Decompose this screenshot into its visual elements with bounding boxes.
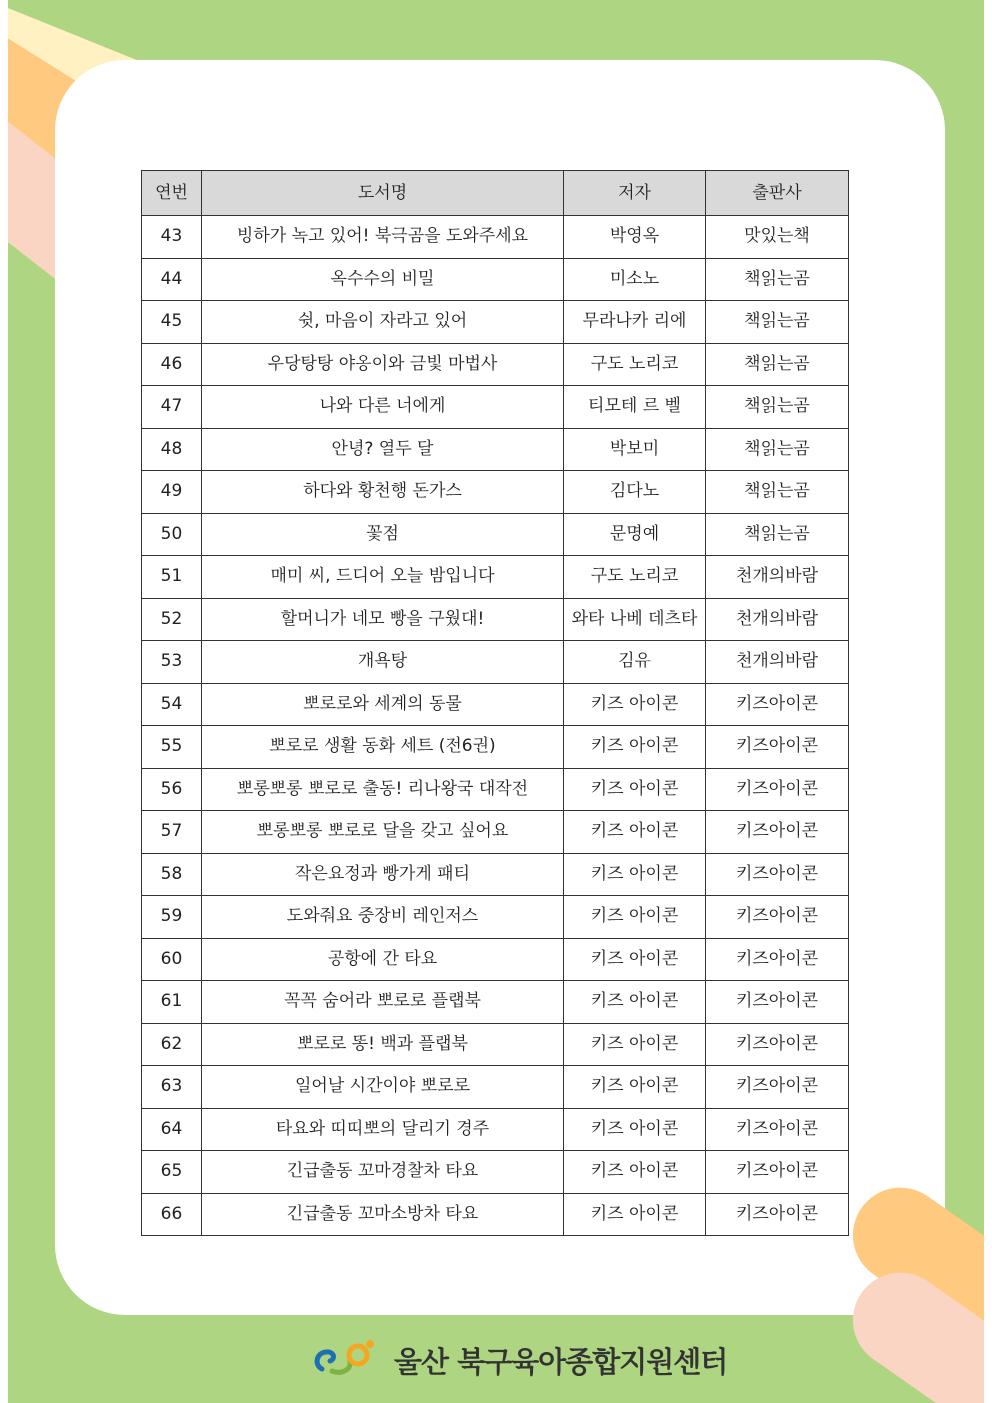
cell-author: 키즈 아이콘 <box>564 811 706 854</box>
cell-publisher: 맛있는책 <box>706 216 849 259</box>
cell-number: 43 <box>142 216 202 259</box>
table-row <box>142 683 849 726</box>
cell-title: 매미 씨, 드디어 오늘 밤입니다 <box>202 556 564 599</box>
cell-publisher: 키즈아이콘 <box>706 1108 849 1151</box>
cell-author: 와타 나베 데츠타 <box>564 598 706 641</box>
cell-author: 키즈 아이콘 <box>564 1193 706 1236</box>
cell-number: 54 <box>142 683 202 726</box>
cell-publisher: 천개의바람 <box>706 598 849 641</box>
table-row <box>142 726 849 769</box>
cell-publisher: 키즈아이콘 <box>706 1023 849 1066</box>
cell-publisher: 책읽는곰 <box>706 471 849 514</box>
cell-publisher: 키즈아이콘 <box>706 768 849 811</box>
cell-author: 키즈 아이콘 <box>564 1066 706 1109</box>
table-row <box>142 258 849 301</box>
center-name: 울산 북구육아종합지원센터 <box>394 1344 728 1379</box>
cell-author: 미소노 <box>564 258 706 301</box>
cell-author: 문명예 <box>564 513 706 556</box>
cell-number: 61 <box>142 981 202 1024</box>
cell-publisher: 키즈아이콘 <box>706 1193 849 1236</box>
table-row <box>142 471 849 514</box>
header-author: 저자 <box>564 171 706 216</box>
table-row <box>142 513 849 556</box>
cell-author: 키즈 아이콘 <box>564 726 706 769</box>
book-list-table <box>141 170 849 1236</box>
table-row <box>142 598 849 641</box>
table-row <box>142 811 849 854</box>
cell-publisher: 책읽는곰 <box>706 301 849 344</box>
cell-title: 하다와 황천행 돈가스 <box>202 471 564 514</box>
table-row <box>142 343 849 386</box>
cell-number: 66 <box>142 1193 202 1236</box>
cell-author: 키즈 아이콘 <box>564 1151 706 1194</box>
cell-number: 46 <box>142 343 202 386</box>
cell-number: 44 <box>142 258 202 301</box>
cell-title: 개욕탕 <box>202 641 564 684</box>
cell-title: 공항에 간 타요 <box>202 938 564 981</box>
cell-title: 긴급출동 꼬마경찰차 타요 <box>202 1151 564 1194</box>
cell-author: 티모테 르 벨 <box>564 386 706 429</box>
table-row <box>142 1193 849 1236</box>
cell-number: 48 <box>142 428 202 471</box>
table-row <box>142 768 849 811</box>
cell-author: 키즈 아이콘 <box>564 768 706 811</box>
cell-title: 뽀로로와 세계의 동물 <box>202 683 564 726</box>
cell-author: 키즈 아이콘 <box>564 896 706 939</box>
cell-title: 타요와 띠띠뽀의 달리기 경주 <box>202 1108 564 1151</box>
table-row <box>142 428 849 471</box>
cell-publisher: 천개의바람 <box>706 641 849 684</box>
cell-author: 키즈 아이콘 <box>564 981 706 1024</box>
cell-author: 구도 노리코 <box>564 556 706 599</box>
cell-title: 할머니가 네모 빵을 구웠대! <box>202 598 564 641</box>
cell-number: 55 <box>142 726 202 769</box>
cell-title: 도와줘요 중장비 레인저스 <box>202 896 564 939</box>
cell-number: 60 <box>142 938 202 981</box>
cell-author: 김유 <box>564 641 706 684</box>
table-row <box>142 1066 849 1109</box>
cell-author: 구도 노리코 <box>564 343 706 386</box>
header-title: 도서명 <box>202 171 564 216</box>
table-row <box>142 386 849 429</box>
table-row <box>142 556 849 599</box>
cell-publisher: 책읽는곰 <box>706 386 849 429</box>
footer <box>312 1335 727 1385</box>
cell-title: 뽀롱뽀롱 뽀로로 출동! 리나왕국 대작전 <box>202 768 564 811</box>
center-logo-icon <box>312 1335 384 1385</box>
table-row <box>142 216 849 259</box>
cell-publisher: 책읽는곰 <box>706 428 849 471</box>
cell-author: 박보미 <box>564 428 706 471</box>
table-row <box>142 853 849 896</box>
cell-author: 키즈 아이콘 <box>564 683 706 726</box>
cell-number: 59 <box>142 896 202 939</box>
cell-author: 키즈 아이콘 <box>564 853 706 896</box>
cell-title: 빙하가 녹고 있어! 북극곰을 도와주세요 <box>202 216 564 259</box>
cell-number: 50 <box>142 513 202 556</box>
table-row <box>142 301 849 344</box>
cell-author: 키즈 아이콘 <box>564 1108 706 1151</box>
table-header-row <box>142 171 849 216</box>
cell-title: 꽃점 <box>202 513 564 556</box>
cell-publisher: 책읽는곰 <box>706 258 849 301</box>
cell-publisher: 키즈아이콘 <box>706 853 849 896</box>
cell-title: 일어날 시간이야 뽀로로 <box>202 1066 564 1109</box>
cell-title: 안녕? 열두 달 <box>202 428 564 471</box>
cell-number: 49 <box>142 471 202 514</box>
cell-publisher: 키즈아이콘 <box>706 683 849 726</box>
header-publisher: 출판사 <box>706 171 849 216</box>
cell-number: 47 <box>142 386 202 429</box>
cell-publisher: 키즈아이콘 <box>706 726 849 769</box>
cell-title: 나와 다른 너에게 <box>202 386 564 429</box>
table-row <box>142 1023 849 1066</box>
cell-number: 53 <box>142 641 202 684</box>
cell-publisher: 키즈아이콘 <box>706 1151 849 1194</box>
table-row <box>142 896 849 939</box>
cell-author: 김다노 <box>564 471 706 514</box>
cell-title: 옥수수의 비밀 <box>202 258 564 301</box>
cell-author: 키즈 아이콘 <box>564 938 706 981</box>
cell-publisher: 천개의바람 <box>706 556 849 599</box>
cell-title: 뽀로로 똥! 백과 플랩북 <box>202 1023 564 1066</box>
table-row <box>142 981 849 1024</box>
cell-title: 긴급출동 꼬마소방차 타요 <box>202 1193 564 1236</box>
cell-title: 꼭꼭 숨어라 뽀로로 플랩북 <box>202 981 564 1024</box>
cell-number: 64 <box>142 1108 202 1151</box>
cell-publisher: 책읽는곰 <box>706 343 849 386</box>
cell-publisher: 키즈아이콘 <box>706 938 849 981</box>
cell-publisher: 키즈아이콘 <box>706 981 849 1024</box>
cell-author: 무라나카 리에 <box>564 301 706 344</box>
cell-number: 51 <box>142 556 202 599</box>
cell-number: 57 <box>142 811 202 854</box>
cell-publisher: 키즈아이콘 <box>706 1066 849 1109</box>
table-row <box>142 1108 849 1151</box>
cell-number: 56 <box>142 768 202 811</box>
cell-author: 박영옥 <box>564 216 706 259</box>
cell-number: 45 <box>142 301 202 344</box>
cell-title: 우당탕탕 야옹이와 금빛 마법사 <box>202 343 564 386</box>
table-row <box>142 641 849 684</box>
cell-publisher: 책읽는곰 <box>706 513 849 556</box>
cell-number: 62 <box>142 1023 202 1066</box>
cell-publisher: 키즈아이콘 <box>706 811 849 854</box>
table-row <box>142 938 849 981</box>
cell-title: 쉿, 마음이 자라고 있어 <box>202 301 564 344</box>
cell-publisher: 키즈아이콘 <box>706 896 849 939</box>
cell-author: 키즈 아이콘 <box>564 1023 706 1066</box>
cell-number: 58 <box>142 853 202 896</box>
cell-title: 작은요정과 빵가게 패티 <box>202 853 564 896</box>
cell-number: 63 <box>142 1066 202 1109</box>
cell-title: 뽀로로 생활 동화 세트 (전6권) <box>202 726 564 769</box>
cell-title: 뽀롱뽀롱 뽀로로 달을 갖고 싶어요 <box>202 811 564 854</box>
header-number: 연번 <box>142 171 202 216</box>
table-row <box>142 1151 849 1194</box>
cell-number: 65 <box>142 1151 202 1194</box>
cell-number: 52 <box>142 598 202 641</box>
